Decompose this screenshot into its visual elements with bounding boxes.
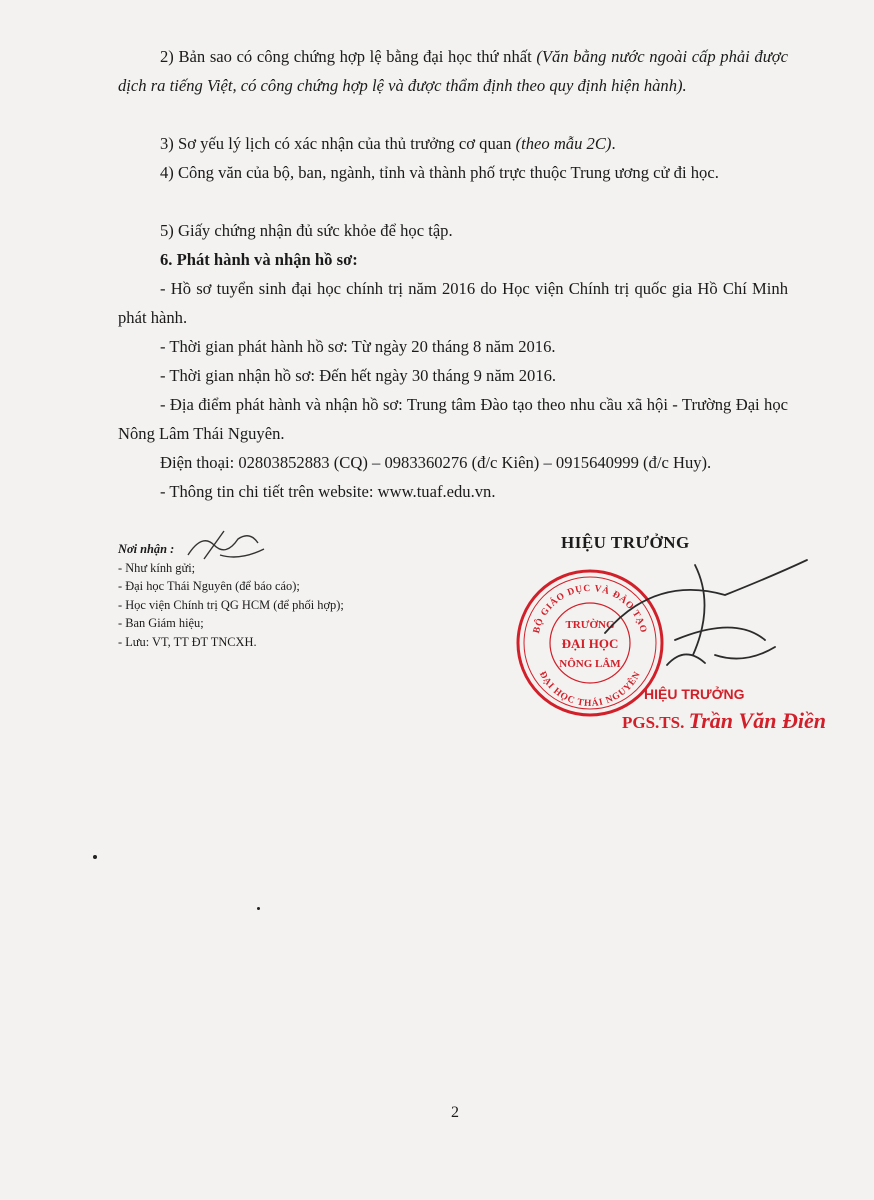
recipients-block xyxy=(118,540,448,651)
item-5-health-certificate: 5) Giấy chứng nhận đủ sức khỏe để học tập. xyxy=(160,221,453,240)
stamped-title: HIỆU TRƯỞNG xyxy=(644,686,745,702)
page-number: 2 xyxy=(451,1104,459,1121)
item-2-text: 2) Bản sao có công chứng hợp lệ bằng đại học thứ nhất xyxy=(160,47,537,66)
section-6-location: - Địa điểm phát hành và nhận hồ sơ: Trung tâm Đào tạo theo nhu cầu xã hội - Trường Đại học Nông Lâm Thái Nguyên. xyxy=(118,395,788,443)
section-6-heading: 6. Phát hành và nhận hồ sơ: xyxy=(160,250,358,269)
seal-line-2: ĐẠI HỌC xyxy=(561,636,619,651)
signer-degree: PGS.TS. xyxy=(622,713,685,732)
seal-outer-top: BỘ GIÁO DỤC VÀ ĐÀO TẠO xyxy=(531,583,649,635)
section-6-issuer: - Hồ sơ tuyển sinh đại học chính trị năm 2016 do Học viện Chính trị quốc gia Hồ Chí Minh phát hành. xyxy=(118,279,788,327)
scan-speck xyxy=(93,855,97,859)
item-3-resume xyxy=(118,129,788,158)
recipients-heading: Nơi nhận : xyxy=(118,542,175,556)
initials-mark-icon xyxy=(180,525,270,565)
signer-name xyxy=(622,708,826,734)
scan-speck xyxy=(257,907,260,910)
section-6-issue-date: - Thời gian phát hành hồ sơ: Từ ngày 20 tháng 8 năm 2016. xyxy=(160,337,556,356)
item-2-note: (Văn bằng nước ngoài cấp phải được dịch ra tiếng Việt, có công chứng hợp lệ và được thẩm định theo quy định hiện hành). xyxy=(118,47,788,95)
recipient-item: - Đại học Thái Nguyên (để báo cáo); xyxy=(118,579,300,593)
seal-line-3: NÔNG LÂM xyxy=(559,658,621,670)
signer-name-text: Trần Văn Điền xyxy=(688,708,826,733)
item-4-official-letter: 4) Công văn của bộ, ban, ngành, tỉnh và thành phố trực thuộc Trung ương cử đi học. xyxy=(160,163,719,182)
recipient-item: - Lưu: VT, TT ĐT TNCXH. xyxy=(118,634,257,649)
item-3-note: (theo mẫu 2C) xyxy=(515,134,612,153)
item-3-end: . xyxy=(611,134,616,153)
section-6-phone: Điện thoại: 02803852883 (CQ) – 0983360276 (đ/c Kiên) – 0915640999 (đ/c Huy). xyxy=(160,453,712,472)
recipient-item: - Ban Giám hiệu; xyxy=(118,616,204,630)
recipient-item: - Như kính gửi; xyxy=(118,560,196,575)
handwritten-signature-icon xyxy=(575,545,815,695)
signer-title: HIỆU TRƯỞNG xyxy=(561,533,690,552)
recipient-item: - Học viện Chính trị QG HCM (để phối hợp); xyxy=(118,597,344,612)
section-6-website: - Thông tin chi tiết trên website: www.tuaf.edu.vn. xyxy=(160,482,496,501)
seal-outer-bottom: ĐẠI HỌC THÁI NGUYÊN xyxy=(536,669,644,710)
item-3-text: 3) Sơ yếu lý lịch có xác nhận của thủ trưởng cơ quan xyxy=(160,134,516,153)
seal-line-1: TRƯỜNG xyxy=(565,619,615,631)
section-6-receive-date: - Thời gian nhận hồ sơ: Đến hết ngày 30 tháng 9 năm 2016. xyxy=(160,366,557,385)
item-2-diploma-copy xyxy=(118,42,788,100)
